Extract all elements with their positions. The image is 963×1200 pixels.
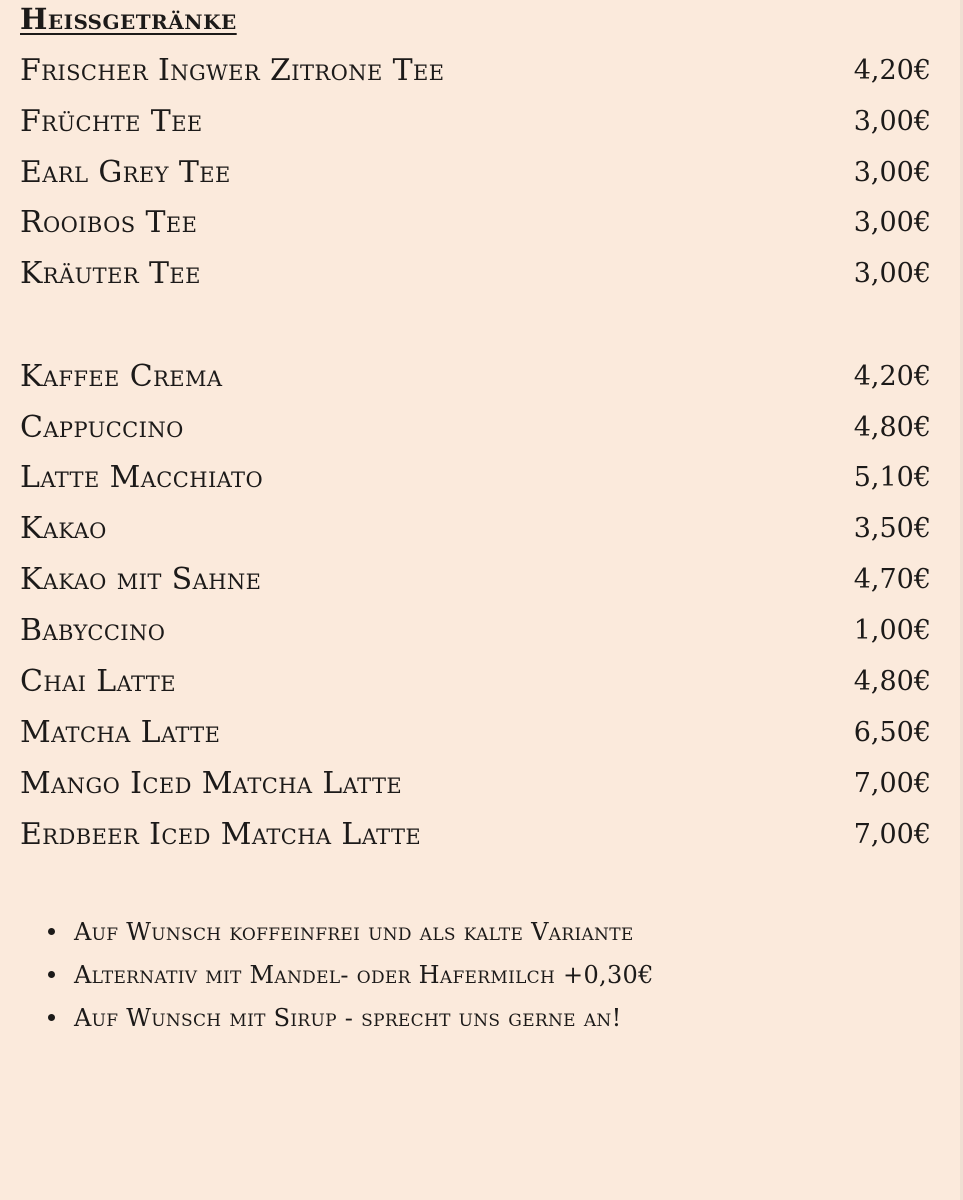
item-price: 5,10€ [853, 462, 931, 493]
menu-item [0, 662, 963, 702]
menu-item [0, 203, 963, 243]
menu-item [0, 509, 963, 549]
item-name: Frischer Ingwer Zitrone Tee [20, 53, 445, 88]
item-price: 3,00€ [853, 207, 931, 238]
item-name: Rooibos Tee [20, 205, 198, 240]
item-price: 3,00€ [853, 106, 931, 137]
bullet-icon [48, 1014, 55, 1021]
note-text: Auf Wunsch koffeinfrei und als kalte Variante [74, 918, 634, 946]
item-name: Kaffee Crema [20, 359, 223, 394]
item-name: Erdbeer Iced Matcha Latte [20, 817, 422, 852]
menu-item [0, 713, 963, 753]
bullet-icon [48, 971, 55, 978]
item-name: Kakao mit Sahne [20, 562, 262, 597]
item-name: Babyccino [20, 613, 166, 648]
menu-item [0, 254, 963, 294]
item-price: 4,20€ [853, 361, 931, 392]
note-text: Alternativ mit Mandel- oder Hafermilch +0,30€ [74, 961, 654, 989]
item-price: 3,00€ [853, 258, 931, 289]
menu-item [0, 611, 963, 651]
item-name: Früchte Tee [20, 104, 203, 139]
item-price: 3,00€ [853, 157, 931, 188]
menu-item [0, 560, 963, 600]
menu-item [0, 458, 963, 498]
menu-title: Heißgetränke [20, 2, 237, 36]
menu-item [0, 51, 963, 91]
menu-item [0, 153, 963, 193]
item-name: Kräuter Tee [20, 256, 201, 291]
item-price: 7,00€ [853, 768, 931, 799]
item-name: Earl Grey Tee [20, 155, 231, 190]
note-item [48, 955, 654, 998]
menu-item [0, 815, 963, 855]
item-price: 1,00€ [853, 615, 931, 646]
menu-item [0, 357, 963, 397]
item-price: 4,20€ [853, 55, 931, 86]
note-text: Auf Wunsch mit Sirup - sprecht uns gerne an! [74, 1004, 622, 1032]
item-price: 3,50€ [853, 513, 931, 544]
menu-item [0, 102, 963, 142]
item-price: 7,00€ [853, 819, 931, 850]
item-name: Latte Macchiato [20, 460, 264, 495]
item-name: Matcha Latte [20, 715, 221, 750]
menu-item [0, 408, 963, 448]
item-price: 4,70€ [853, 564, 931, 595]
menu-item [0, 764, 963, 804]
item-price: 4,80€ [853, 666, 931, 697]
note-item [48, 912, 654, 955]
note-item [48, 998, 654, 1041]
item-name: Kakao [20, 511, 107, 546]
item-price: 6,50€ [853, 717, 931, 748]
item-name: Mango Iced Matcha Latte [20, 766, 403, 801]
item-name: Cappuccino [20, 410, 184, 445]
notes-list [48, 912, 654, 1041]
bullet-icon [48, 928, 55, 935]
item-name: Chai Latte [20, 664, 176, 699]
item-price: 4,80€ [853, 412, 931, 443]
